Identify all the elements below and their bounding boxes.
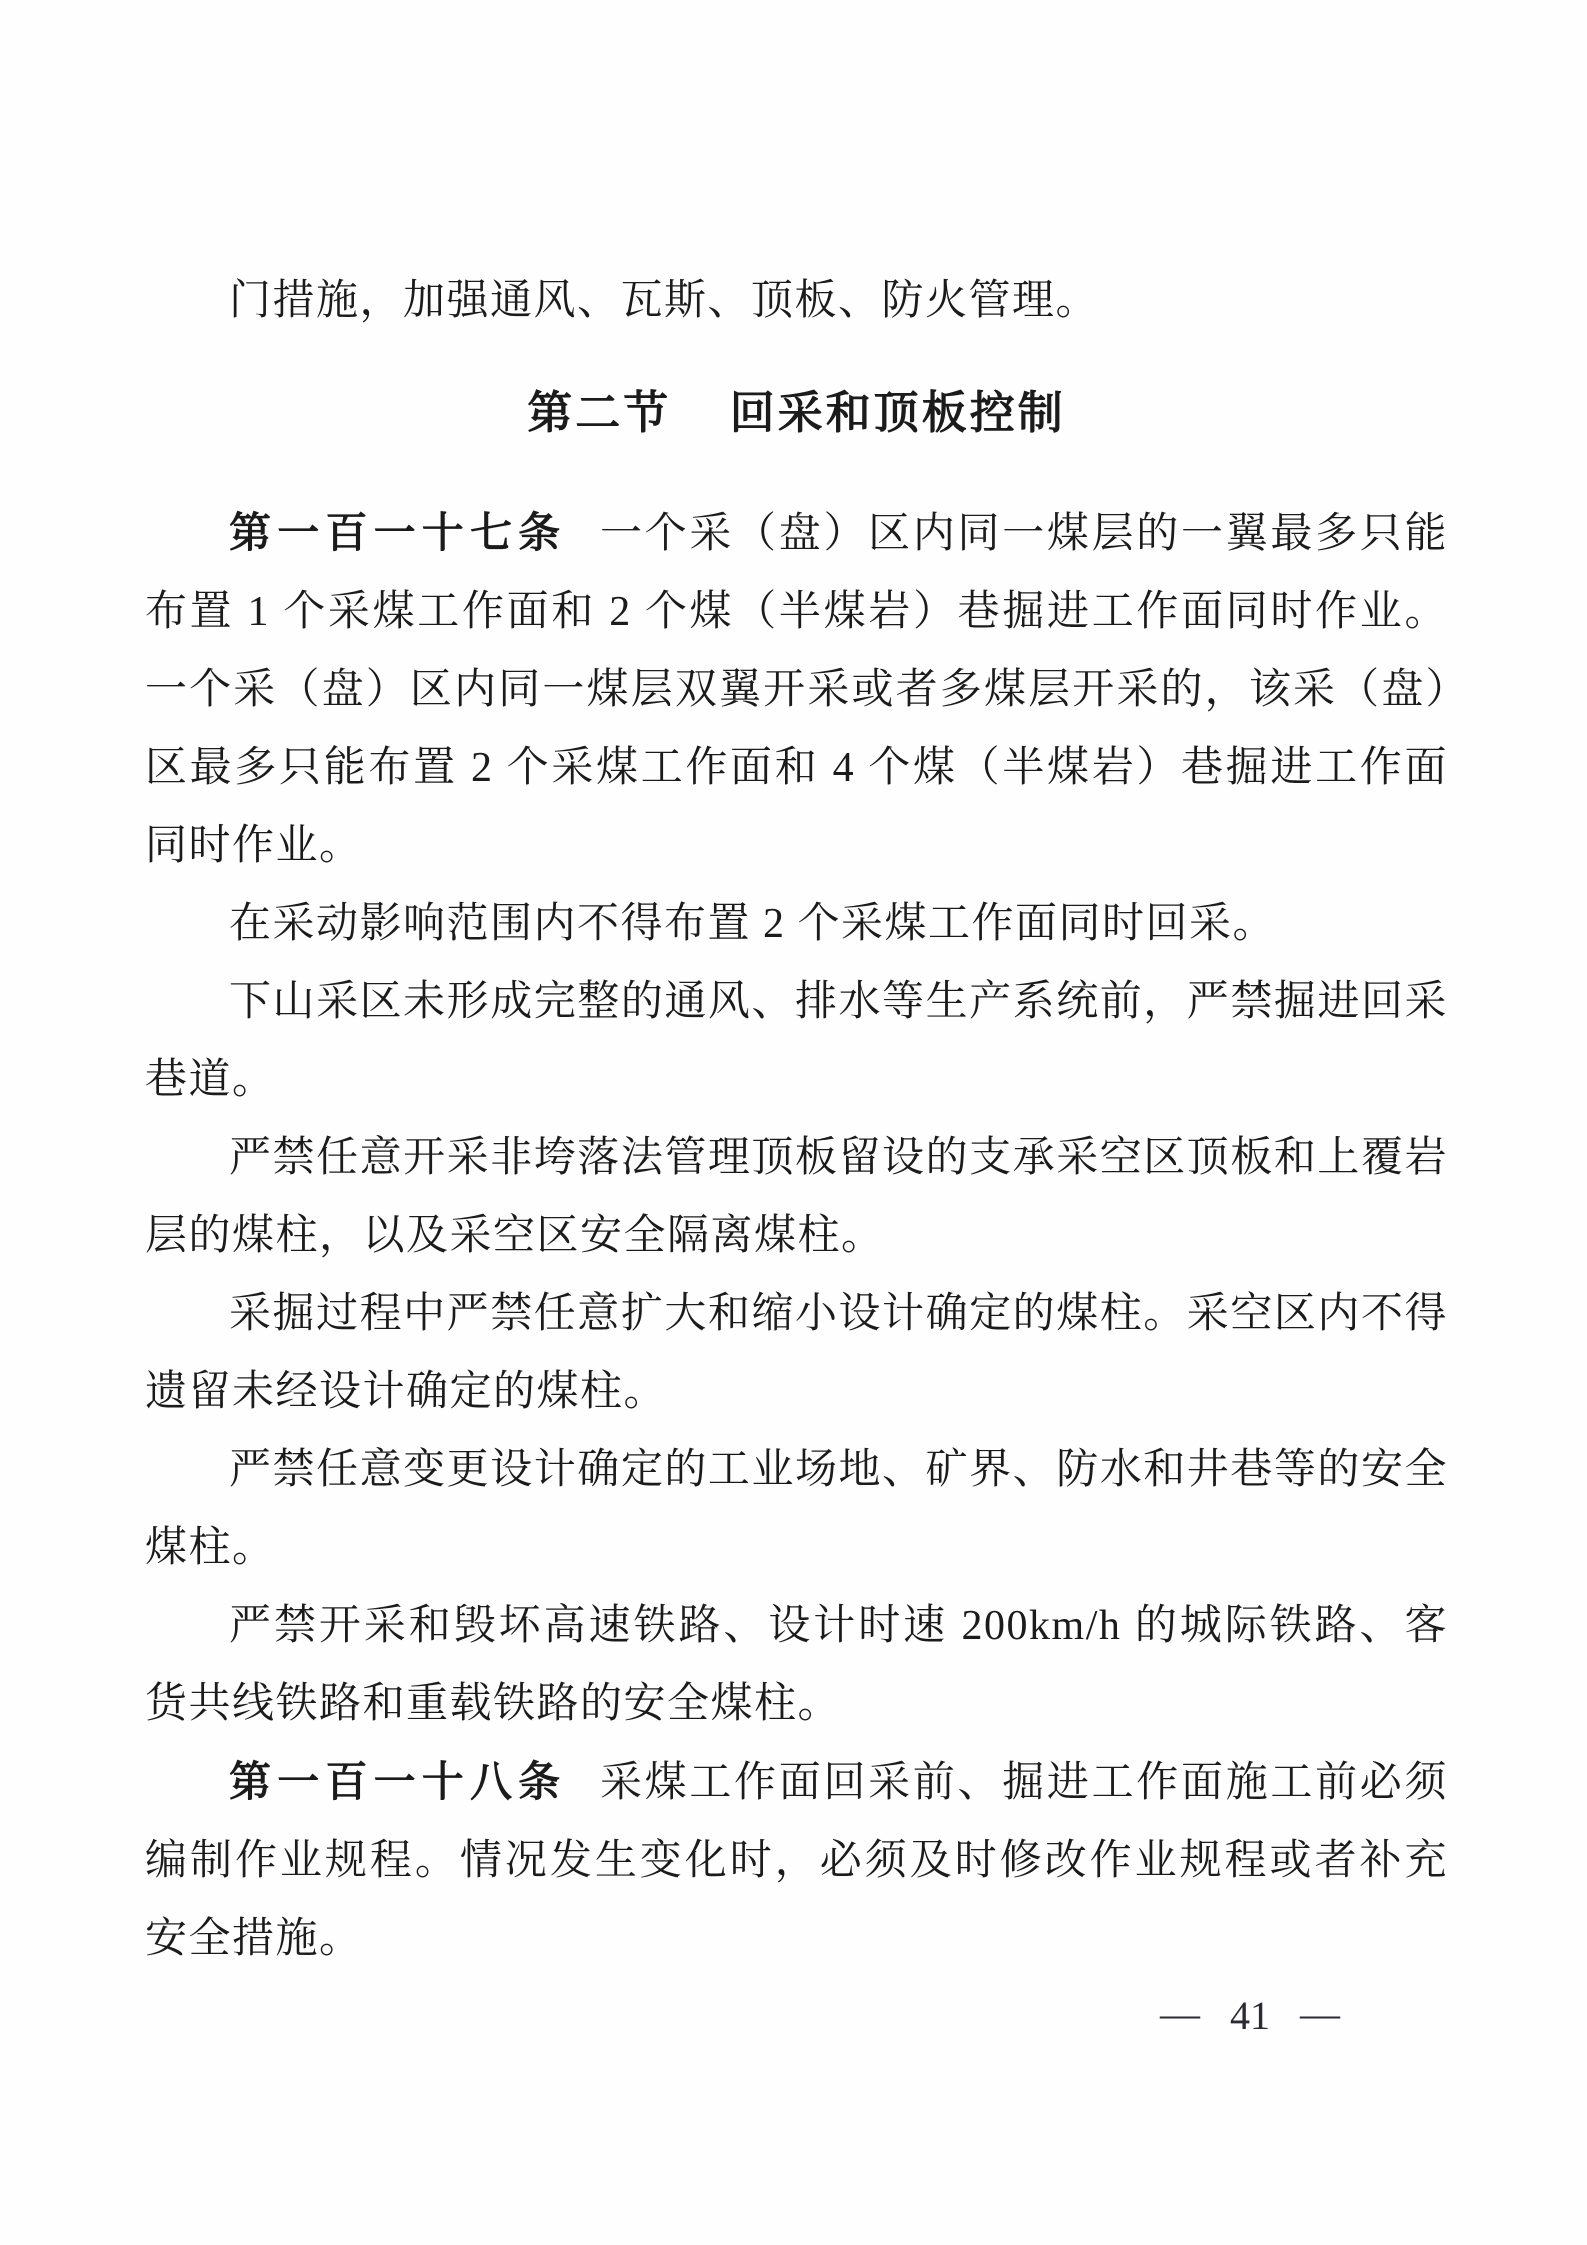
paragraph-text: 在采动影响范围内不得布置 2 个采煤工作面同时回采。 [229, 901, 1277, 947]
paragraph [145, 1119, 1448, 1275]
paragraph-text: 下山采区未形成完整的通风、排水等生产系统前，严禁掘进回采巷道。 [145, 979, 1448, 1103]
paragraph-text: 严禁任意开采非垮落法管理顶板留设的支承采空区顶板和上覆岩层的煤柱，以及采空区安全隔离煤柱。 [145, 1135, 1448, 1259]
paragraph [145, 1587, 1448, 1743]
page-footer [1160, 1992, 1340, 2039]
continuation-text: 门措施，加强通风、瓦斯、顶板、防火管理。 [229, 278, 1100, 324]
footer-right-dash: — [1300, 1991, 1340, 2036]
article-118-paragraph [145, 1743, 1448, 1978]
paragraph-text: 严禁开采和毁坏高速铁路、设计时速 200km/h 的城际铁路、客货共线铁路和重载铁路的安全煤柱。 [145, 1603, 1448, 1727]
paragraph-text: 严禁任意变更设计确定的工业场地、矿界、防水和井巷等的安全煤柱。 [145, 1447, 1448, 1571]
paragraph [145, 963, 1448, 1119]
footer-left-dash: — [1160, 1991, 1200, 2036]
paragraph [145, 1431, 1448, 1587]
paragraph-text: 一个采（盘）区内同一煤层的一翼最多只能布置 1 个采煤工作面和 2 个煤（半煤岩）巷掘进工作面同时作业。一个采（盘）区内同一煤层双翼开采或者多煤层开采的，该采（盘）区最多只能布置 2 个采煤工作面和 4 个煤（半煤岩）巷掘进工作面同时作业。 [145, 511, 1448, 869]
article-117-paragraph [145, 494, 1448, 885]
article-118-number: 第一百一十八条 [229, 1758, 567, 1805]
page-number: 41 [1230, 1993, 1270, 2038]
section-title: 回采和顶板控制 [729, 387, 1066, 438]
text-column [145, 262, 1448, 1978]
paragraph [145, 1275, 1448, 1431]
paragraph-text: 采掘过程中严禁任意扩大和缩小设计确定的煤柱。采空区内不得遗留未经设计确定的煤柱。 [145, 1291, 1448, 1415]
paragraph [145, 885, 1448, 963]
article-117-number: 第一百一十七条 [229, 509, 567, 556]
paragraph-text: 采煤工作面回采前、掘进工作面施工前必须编制作业规程。情况发生变化时，必须及时修改作业规程或者补充安全措施。 [145, 1760, 1448, 1962]
section-number: 第二节 [527, 387, 672, 438]
section-heading [145, 374, 1448, 452]
